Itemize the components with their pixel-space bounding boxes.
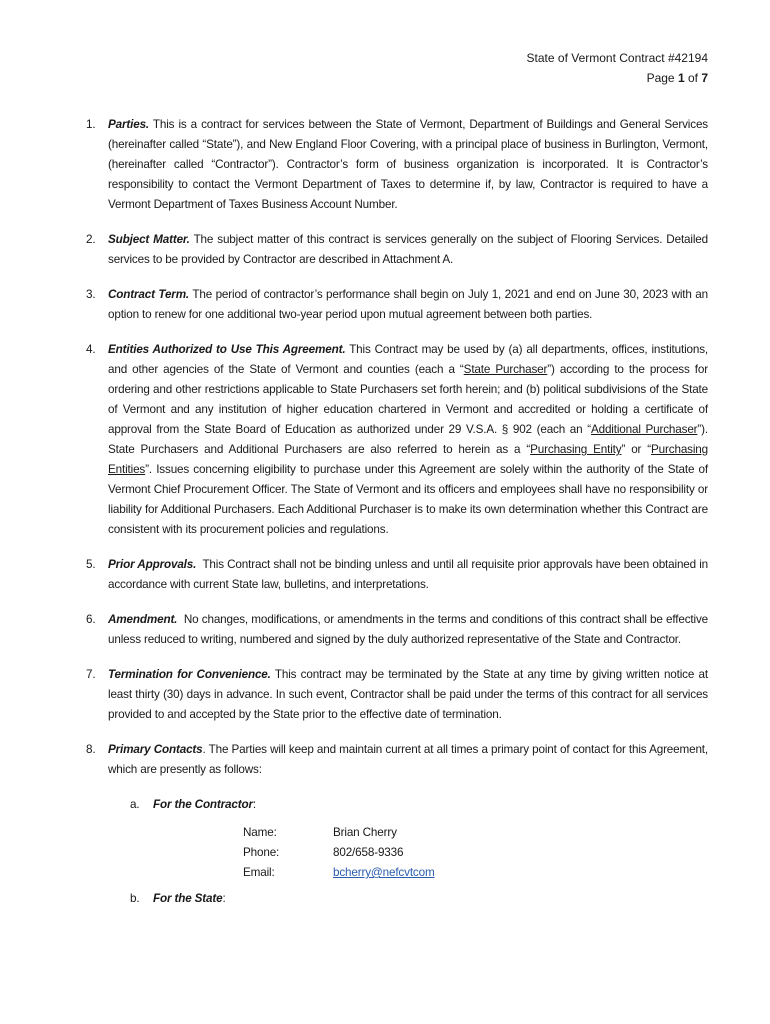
section-parties: 1. Parties. This is a contract for services between the State of Vermont, Department of Buildings and General Services (hereinafter called “State”), and New England Floor Covering, with a principal place of business in Burlington, Vermont, (hereinafter called “Contractor”). Contractor’s form of business organization is incorporated. It is Contractor’s responsibility to contact the Vermont Department of Taxes to determine if, by law, Contractor is required to have a Vermont Department of Taxes Business Account Number.: [86, 118, 708, 211]
contact-state: b. For the State:: [130, 892, 226, 905]
section-primary-contacts: 8. Primary Contacts. The Parties will keep and maintain current at all times a primary point of contact for this Agreement, which are presently as follows: a. For the Contractor: Name: Brian Cherry Phone: 802/658-9336 Email: bcherry@nefcvtcom b. For the State:: [86, 740, 708, 909]
name-label: Name:: [243, 826, 277, 839]
section-amendment: 6. Amendment. No changes, modifications, or amendments in the terms and conditions of this contract shall be effective unless reduced to writing, numbered and signed by the duly authorized representative of the State and Contractor.: [86, 613, 712, 646]
contact-contractor: a. For the Contractor: Name: Brian Cherry Phone: 802/658-9336 Email: bcherry@nefcvtcom: [108, 795, 708, 883]
contact-email-link[interactable]: bcherry@nefcvtcom: [333, 866, 435, 879]
contact-name: Brian Cherry: [333, 826, 397, 839]
phone-label: Phone:: [243, 846, 280, 859]
page-number: Page 1 of 7: [646, 71, 708, 85]
defined-term: Additional Purchaser: [590, 423, 698, 436]
defined-term: Purchasing Entities: [108, 443, 709, 476]
defined-term: Purchasing Entity: [530, 443, 622, 456]
defined-term: State Purchaser: [463, 363, 548, 376]
contact-phone: 802/658-9336: [333, 846, 404, 859]
section-contract-term: 3. Contract Term. The period of contractor’s performance shall begin on July 1, 2021 and end on June 30, 2023 with an option to renew for one additional two-year period upon mutual agreement between both parties.: [86, 288, 708, 321]
contract-sections: [86, 115, 712, 924]
section-termination: 7. Termination for Convenience. This contract may be terminated by the State at any time by giving written notice at least thirty (30) days in advance. In such event, Contractor shall be paid under the terms of this contract for all services provided to and accepted by the State prior to the effective date of termination.: [86, 668, 708, 721]
contractor-details: [243, 823, 708, 883]
section-prior-approvals: 5. Prior Approvals. This Contract shall not be binding unless and until all requisite prior approvals have been obtained in accordance with current State law, bulletins, and interpretations.: [86, 558, 712, 591]
section-entities-authorized: 4. Entities Authorized to Use This Agreement. This Contract may be used by (a) all departments, offices, institutions, and other agencies of the State of Vermont and counties (each a “State Purchaser”) according to the process for ordering and other restrictions applicable to State Purchasers set forth herein; and (b) political subdivisions of the State of Vermont and any institution of higher education chartered in Vermont and accredited or holding a certificate of approval from the State Board of Education as authorized under 29 V.S.A. § 902 (each an “Additional Purchaser”). State Purchasers and Additional Purchasers are also referred to herein as a “Purchasing Entity” or “Purchasing Entities”. Issues concerning eligibility to purchase under this Agreement are solely within the authority of the State of Vermont Chief Procurement Officer. The State of Vermont and its officers and employees shall have no responsibility or liability for Additional Purchasers. Each Additional Purchaser is to make its own determination whether this Contract are consistent with its procurement policies and regulations.: [86, 343, 709, 536]
contract-number: State of Vermont Contract #42194: [526, 51, 708, 65]
section-subject-matter: 2. Subject Matter. The subject matter of this contract is services generally on the subject of Flooring Services. Detailed services to be provided by Contractor are described in Attachment A.: [86, 233, 708, 266]
page-header: [527, 48, 708, 88]
email-label: Email:: [243, 866, 275, 879]
